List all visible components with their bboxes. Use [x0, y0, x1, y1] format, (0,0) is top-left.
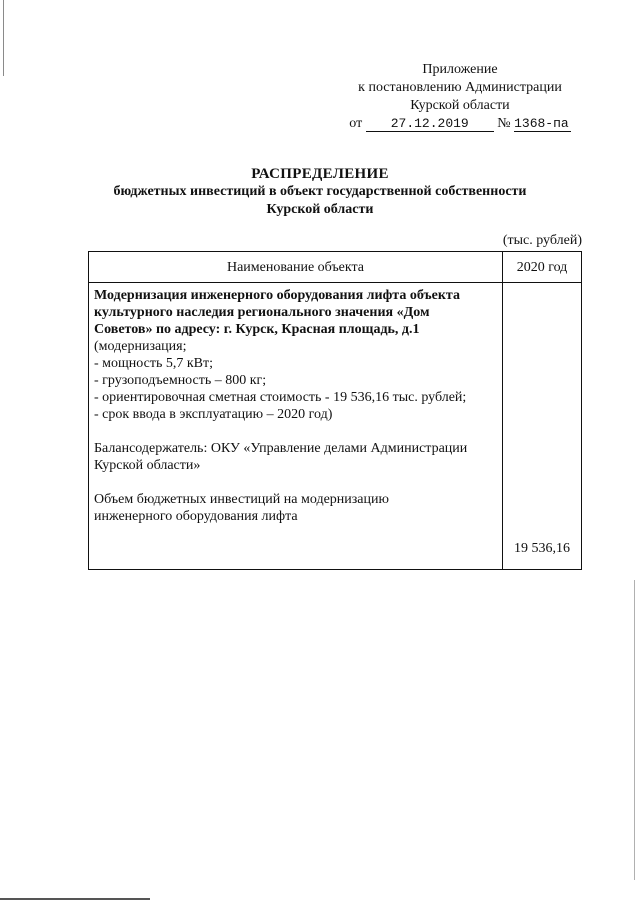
balance-holder-line: Курской области» [94, 458, 201, 473]
scan-border-left [3, 0, 4, 76]
balance-holder-line: Балансодержатель: ОКУ «Управление делами Администрации [94, 441, 468, 456]
document-title [60, 165, 580, 219]
table-row [89, 283, 582, 570]
spacer [94, 474, 498, 491]
object-detail-line: - срок ввода в эксплуатацию – 2020 год) [94, 407, 333, 422]
appendix-line-1: Приложение [422, 62, 498, 77]
object-detail-line: - ориентировочная сметная стоимость - 19 536,16 тыс. рублей; [94, 390, 467, 405]
investment-volume-line: Объем бюджетных инвестиций на модернизацию [94, 492, 389, 507]
date-prefix: от [349, 116, 363, 131]
scan-border-bottom [0, 898, 150, 900]
object-detail-line: (модернизация; [94, 339, 187, 354]
object-title-line: культурного наследия регионального значения «Дом [94, 305, 430, 320]
units-note: (тыс. рублей) [502, 233, 582, 248]
investment-volume-line: инженерного оборудования лифта [94, 509, 298, 524]
decree-date: 27.12.2019 [366, 116, 494, 132]
title-line-3: Курской области [266, 202, 374, 217]
scan-border-right [634, 580, 635, 880]
appendix-line-3: Курской области [410, 98, 510, 113]
object-detail-line: - мощность 5,7 кВт; [94, 356, 214, 371]
investment-table [88, 251, 582, 570]
investment-value: 19 536,16 [514, 541, 570, 556]
number-prefix: № [497, 116, 511, 131]
appendix-block [340, 61, 580, 133]
investment-value-cell [503, 283, 582, 570]
appendix-date-line [340, 115, 580, 133]
object-description-cell [89, 283, 503, 570]
title-main: РАСПРЕДЕЛЕНИЕ [251, 166, 389, 182]
object-detail-line: - грузоподъемность – 800 кг; [94, 373, 267, 388]
decree-number: 1368-па [514, 116, 569, 131]
appendix-line-2: к постановлению Администрации [358, 80, 562, 95]
title-line-2: бюджетных инвестиций в объект государственной собственности [113, 184, 527, 199]
object-title-line: Советов» по адресу: г. Курск, Красная площадь, д.1 [94, 322, 420, 337]
table-header-row [89, 252, 582, 283]
object-title-line: Модернизация инженерного оборудования лифта объекта [94, 288, 460, 303]
spacer [94, 423, 498, 440]
header-object-name: Наименование объекта [89, 252, 503, 283]
header-year: 2020 год [503, 252, 582, 283]
